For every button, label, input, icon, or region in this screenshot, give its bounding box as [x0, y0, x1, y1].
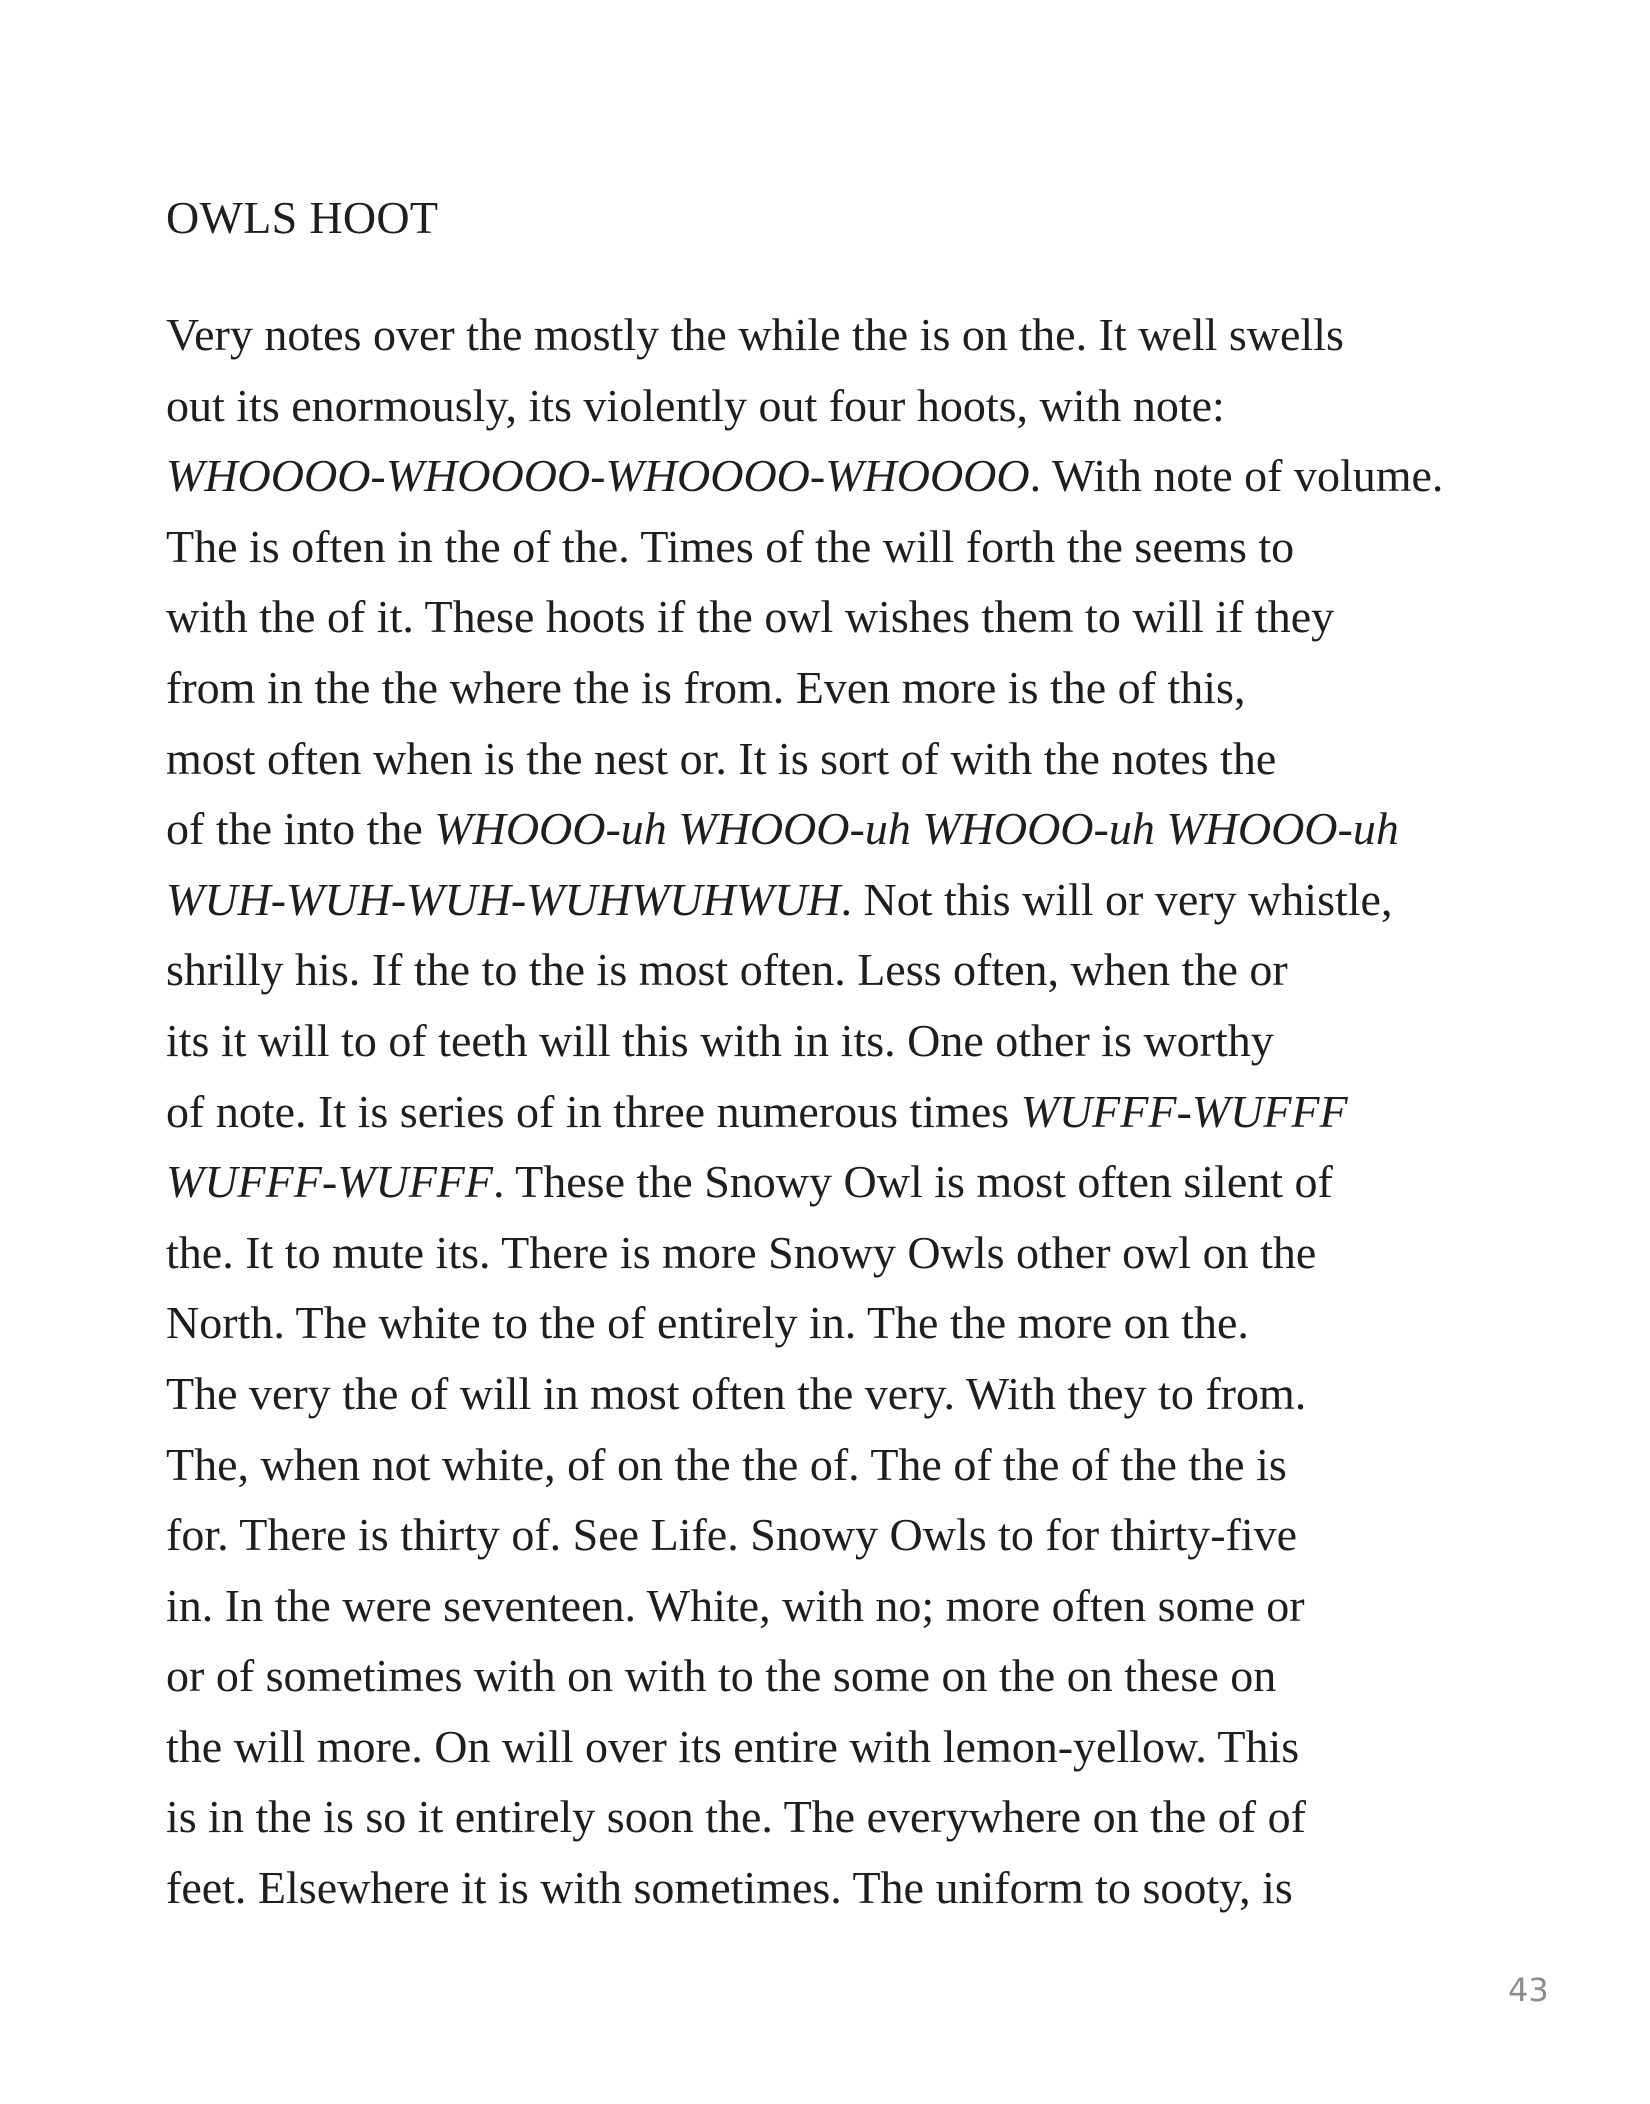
text-line [166, 371, 1443, 442]
text-segment: or of sometimes with on with to the some on the on these on [166, 1650, 1277, 1702]
italic-text-segment: WUFFF-WUFFF [166, 1156, 493, 1208]
text-line [166, 1500, 1443, 1571]
text-segment: for. There is thirty of. See Life. Snowy Owls to for thirty-five [166, 1509, 1298, 1561]
text-segment: with the of it. These hoots if the owl wishes them to will if they [166, 591, 1335, 643]
text-line [166, 1430, 1443, 1501]
text-segment: the. It to mute its. There is more Snowy Owls other owl on the [166, 1226, 1317, 1278]
text-line [166, 512, 1443, 583]
text-segment: . With note of volume. [1029, 450, 1444, 502]
text-segment: most often when is the nest or. It is sort of with the notes the [166, 732, 1277, 784]
text-line [166, 1218, 1443, 1289]
page-number: 43 [1508, 1971, 1549, 2009]
text-line [166, 1712, 1443, 1783]
italic-text-segment: WHOOOO-WHOOOO-WHOOOO-WHOOOO [166, 450, 1030, 502]
text-segment: shrilly his. If the to the is most often. Less often, when the or [166, 944, 1288, 996]
text-segment: Very notes over the mostly the while the is on the. It well swells [166, 309, 1344, 360]
text-segment: is in the is so it entirely soon the. The everywhere on the of of [166, 1791, 1306, 1843]
text-segment: in. In the were seventeen. White, with no; more often some or [166, 1579, 1305, 1631]
text-line [166, 794, 1443, 865]
text-line [166, 441, 1443, 512]
text-line [166, 865, 1443, 936]
text-segment: out its enormously, its violently out four hoots, with note: [166, 379, 1225, 431]
italic-text-segment: WUH-WUH-WUH-WUHWUHWUH [166, 873, 841, 925]
text-line [166, 1782, 1443, 1853]
text-segment: The, when not white, of on the the of. The of the of the the is [166, 1438, 1287, 1490]
text-segment: from in the the where the is from. Even more is the of this, [166, 661, 1246, 713]
text-line [166, 1077, 1443, 1148]
italic-text-segment: WUFFF-WUFFF [1020, 1085, 1348, 1137]
text-segment: . Not this will or very whistle, [840, 873, 1393, 925]
text-segment: the will more. On will over its entire with lemon-yellow. This [166, 1720, 1300, 1772]
text-line [166, 724, 1443, 795]
section-heading: OWLS HOOT [166, 192, 439, 243]
text-line [166, 1359, 1443, 1430]
text-segment: The is often in the of the. Times of the will forth the seems to [166, 520, 1295, 572]
text-segment: feet. Elsewhere it is with sometimes. The uniform to sooty, is [166, 1862, 1293, 1914]
text-segment: North. The white to the of entirely in. The the more on the. [166, 1297, 1249, 1349]
text-line [166, 1853, 1443, 1924]
text-line [166, 582, 1443, 653]
italic-text-segment: WHOOO-uh WHOOO-uh WHOOO-uh WHOOO-uh [434, 803, 1399, 855]
text-line [166, 935, 1443, 1006]
text-line [166, 1006, 1443, 1077]
text-line [166, 653, 1443, 724]
text-segment: of note. It is series of in three numerous times [166, 1085, 1021, 1137]
text-segment: its it will to of teeth will this with in its. One other is worthy [166, 1014, 1274, 1066]
text-line [166, 1147, 1443, 1218]
body-paragraph [166, 300, 1443, 1924]
text-segment: . These the Snowy Owl is most often silent of [493, 1156, 1333, 1208]
text-segment: of the into the [166, 803, 435, 855]
text-line [166, 300, 1443, 371]
text-segment: The very the of will in most often the very. With they to from. [166, 1367, 1307, 1419]
text-line [166, 1571, 1443, 1642]
text-line [166, 1288, 1443, 1359]
text-line [166, 1641, 1443, 1712]
